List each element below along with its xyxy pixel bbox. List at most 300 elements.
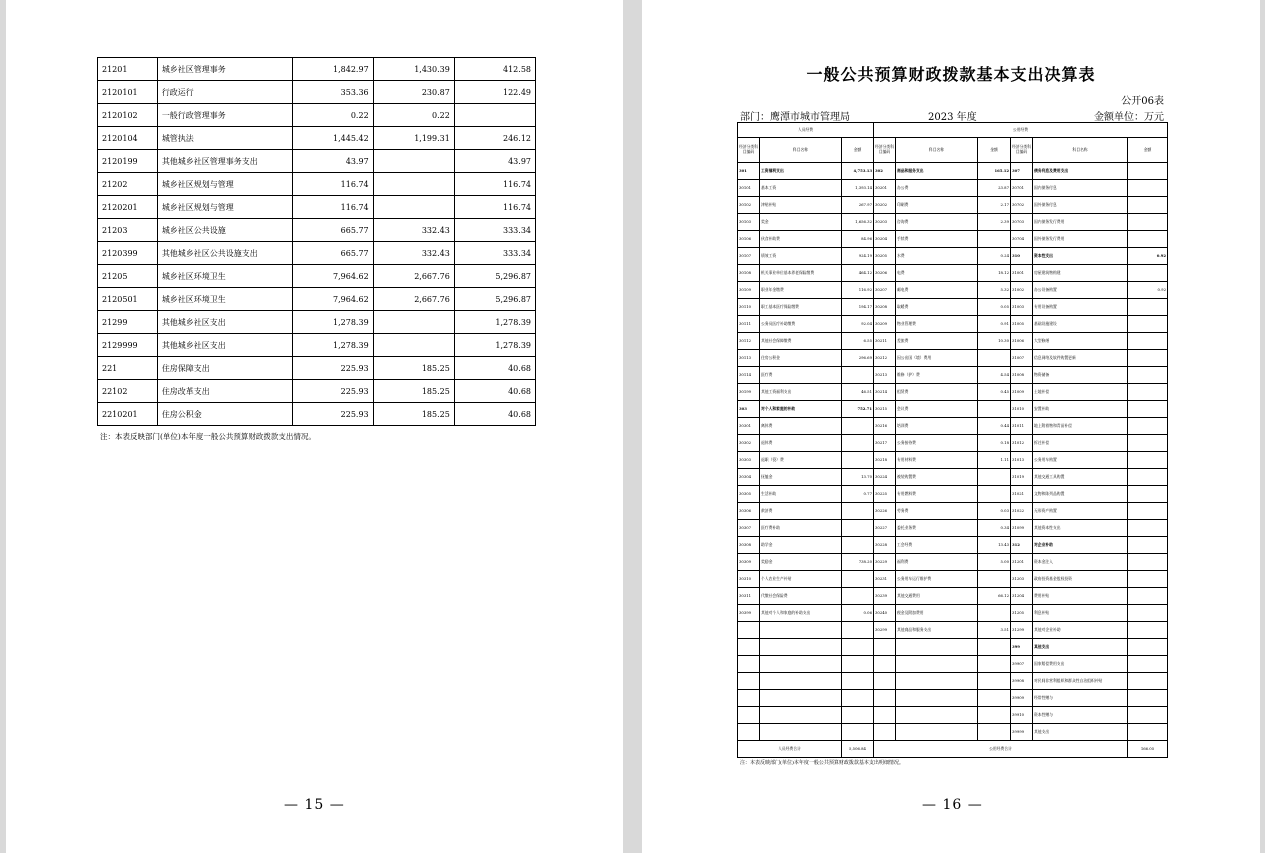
row-code: 21201 <box>98 58 158 81</box>
row-basic <box>373 150 454 173</box>
col-header-code: 经济分类科目编码 <box>1011 138 1033 163</box>
row-basic: 332.43 <box>373 219 454 242</box>
public-amount: 0.03 <box>978 503 1011 520</box>
public2-code: 31021 <box>1011 486 1033 503</box>
personnel-code <box>738 690 760 707</box>
public-name <box>896 656 978 673</box>
personnel-amount: 924.19 <box>842 248 874 265</box>
row-basic <box>373 173 454 196</box>
public-amount: 5.00 <box>978 554 1011 571</box>
fiscal-year: 2023 年度 <box>928 112 977 123</box>
public-name: 公务接待费 <box>896 435 978 452</box>
row-code: 21203 <box>98 219 158 242</box>
personnel-amount: 84.96 <box>842 231 874 248</box>
row-project: 412.58 <box>454 58 535 81</box>
public2-name: 物资储备 <box>1033 367 1128 384</box>
table-row <box>738 690 1168 707</box>
row-name: 行政运行 <box>157 81 292 104</box>
public-name <box>896 724 978 741</box>
personnel-amount <box>842 571 874 588</box>
public2-code: 312 <box>1011 537 1033 554</box>
row-name: 城乡社区环境卫生 <box>157 265 292 288</box>
public2-name: 拆迁补偿 <box>1033 435 1128 452</box>
public2-amount <box>1128 367 1168 384</box>
table-row <box>98 242 536 265</box>
row-basic: 1,430.39 <box>373 58 454 81</box>
public-code: 30202 <box>874 197 896 214</box>
table-row <box>738 333 1168 350</box>
public2-name: 其他支出 <box>1033 724 1128 741</box>
public2-name: 信息网络及软件购置更新 <box>1033 350 1128 367</box>
row-code: 22102 <box>98 380 158 403</box>
public2-name: 基础设施建设 <box>1033 316 1128 333</box>
personnel-amount: 464.12 <box>842 265 874 282</box>
row-project: 116.74 <box>454 173 535 196</box>
personnel-code: 30103 <box>738 214 760 231</box>
table-row <box>738 282 1168 299</box>
public2-amount <box>1128 197 1168 214</box>
personnel-name: 救济费 <box>760 503 842 520</box>
public2-name: 房屋建筑物购建 <box>1033 265 1128 282</box>
personnel-code <box>738 707 760 724</box>
personnel-amount: 46.51 <box>842 384 874 401</box>
document-page-16 <box>642 0 1260 853</box>
table-row <box>738 248 1168 265</box>
public-code: 30208 <box>874 299 896 316</box>
public-amount: 10.30 <box>978 333 1011 350</box>
public-amount: 0.18 <box>978 435 1011 452</box>
public2-amount <box>1128 605 1168 622</box>
personnel-amount <box>842 452 874 469</box>
personnel-name: 抚恤金 <box>760 469 842 486</box>
col-header-name: 科目名称 <box>760 138 842 163</box>
public2-amount <box>1128 571 1168 588</box>
personnel-amount <box>842 537 874 554</box>
public2-amount <box>1128 333 1168 350</box>
public2-amount <box>1128 707 1168 724</box>
public-amount <box>978 401 1011 418</box>
public-amount: 0.05 <box>978 299 1011 316</box>
public-code: 30213 <box>874 367 896 384</box>
public2-code: 31203 <box>1011 571 1033 588</box>
public-amount <box>978 571 1011 588</box>
document-page-15 <box>6 0 623 853</box>
personnel-name: 退休费 <box>760 435 842 452</box>
row-name: 住房保障支出 <box>157 357 292 380</box>
public2-code: 30703 <box>1011 214 1033 231</box>
public2-name: 国内债务付息 <box>1033 180 1128 197</box>
row-basic: 1,199.31 <box>373 127 454 150</box>
row-basic <box>373 196 454 219</box>
personnel-amount <box>842 639 874 656</box>
public-code: 30204 <box>874 231 896 248</box>
public-name: 福利费 <box>896 554 978 571</box>
public2-name: 办公设备购置 <box>1033 282 1128 299</box>
table-row <box>98 334 536 357</box>
row-basic <box>373 311 454 334</box>
table-row <box>738 673 1168 690</box>
public-code: 30228 <box>874 537 896 554</box>
public2-code: 31001 <box>1011 265 1033 282</box>
row-total: 353.36 <box>292 81 373 104</box>
personnel-name: 工资福利支出 <box>760 163 842 180</box>
personnel-code: 303 <box>738 401 760 418</box>
row-total: 225.93 <box>292 380 373 403</box>
public-name: 公务用车运行维护费 <box>896 571 978 588</box>
row-total: 0.22 <box>292 104 373 127</box>
row-code: 21205 <box>98 265 158 288</box>
public-code: 30201 <box>874 180 896 197</box>
personnel-name: 职工基本医疗保险缴费 <box>760 299 842 316</box>
public2-amount <box>1128 554 1168 571</box>
row-total: 7,964.62 <box>292 288 373 311</box>
public2-name: 其他支出 <box>1033 639 1128 656</box>
public2-amount <box>1128 469 1168 486</box>
public2-code: 31205 <box>1011 605 1033 622</box>
public-name: 专用燃料费 <box>896 486 978 503</box>
public-code: 302 <box>874 163 896 180</box>
public-code <box>874 656 896 673</box>
personnel-name: 离休费 <box>760 418 842 435</box>
table-row <box>738 299 1168 316</box>
public-amount: 18.12 <box>978 265 1011 282</box>
personnel-amount: 0.77 <box>842 486 874 503</box>
public2-name: 资本性赠与 <box>1033 707 1128 724</box>
page-title: 一般公共预算财政拨款基本支出决算表 <box>806 65 1096 84</box>
public-amount: 0.44 <box>978 418 1011 435</box>
personnel-amount <box>842 588 874 605</box>
row-total: 225.93 <box>292 357 373 380</box>
public-name: 差旅费 <box>896 333 978 350</box>
public-amount: 23.87 <box>978 180 1011 197</box>
public-amount <box>978 707 1011 724</box>
personnel-amount: 1,656.32 <box>842 214 874 231</box>
personnel-code: 30307 <box>738 520 760 537</box>
personnel-code <box>738 724 760 741</box>
row-project: 40.68 <box>454 403 535 426</box>
row-code: 2120399 <box>98 242 158 265</box>
personnel-amount: 6.55 <box>842 333 874 350</box>
table-row <box>738 605 1168 622</box>
personnel-code: 30301 <box>738 418 760 435</box>
public2-name: 公务用车购置 <box>1033 452 1128 469</box>
personnel-name: 退职（役）费 <box>760 452 842 469</box>
public-name: 维修（护）费 <box>896 367 978 384</box>
public2-name: 其他资本性支出 <box>1033 520 1128 537</box>
public2-name: 费用补贴 <box>1033 588 1128 605</box>
personnel-amount: 738.20 <box>842 554 874 571</box>
row-total: 1,278.39 <box>292 311 373 334</box>
public2-amount <box>1128 418 1168 435</box>
personnel-code: 30107 <box>738 248 760 265</box>
public-name: 会议费 <box>896 401 978 418</box>
public-name <box>896 673 978 690</box>
public2-amount <box>1128 214 1168 231</box>
public2-code: 307 <box>1011 163 1033 180</box>
row-project: 246.12 <box>454 127 535 150</box>
public2-amount <box>1128 384 1168 401</box>
table-row <box>738 163 1168 180</box>
public2-amount: 0.92 <box>1128 282 1168 299</box>
personnel-code: 30106 <box>738 231 760 248</box>
public-amount <box>978 724 1011 741</box>
table-row <box>738 724 1168 741</box>
personnel-code: 30112 <box>738 333 760 350</box>
public-name: 工会经费 <box>896 537 978 554</box>
personnel-code: 30399 <box>738 605 760 622</box>
row-project: 43.97 <box>454 150 535 173</box>
table-row <box>738 707 1168 724</box>
public-name: 委托业务费 <box>896 520 978 537</box>
public2-code: 31022 <box>1011 503 1033 520</box>
public-code: 30217 <box>874 435 896 452</box>
row-basic: 185.25 <box>373 403 454 426</box>
row-basic <box>373 334 454 357</box>
public-amount: 0.34 <box>978 520 1011 537</box>
row-code: 2120102 <box>98 104 158 127</box>
public2-code: 31006 <box>1011 333 1033 350</box>
personnel-amount: 4,753.13 <box>842 163 874 180</box>
personnel-code <box>738 639 760 656</box>
public2-name: 国外债务发行费用 <box>1033 231 1128 248</box>
row-name: 城乡社区管理事务 <box>157 58 292 81</box>
row-code: 21299 <box>98 311 158 334</box>
public2-amount <box>1128 299 1168 316</box>
row-project <box>454 104 535 127</box>
table-row <box>738 588 1168 605</box>
public2-amount <box>1128 622 1168 639</box>
table-row <box>738 384 1168 401</box>
row-name: 城管执法 <box>157 127 292 150</box>
row-total: 116.74 <box>292 173 373 196</box>
page-number: — 15 — <box>284 797 345 813</box>
public-code: 30212 <box>874 350 896 367</box>
personnel-amount: 194.17 <box>842 299 874 316</box>
row-total: 116.74 <box>292 196 373 219</box>
row-project: 5,296.87 <box>454 265 535 288</box>
personnel-code: 30113 <box>738 350 760 367</box>
personnel-code: 30311 <box>738 588 760 605</box>
col-header-code: 经济分类科目编码 <box>738 138 760 163</box>
personnel-name: 公务员医疗补助缴费 <box>760 316 842 333</box>
public2-code: 31012 <box>1011 435 1033 452</box>
personnel-amount: 92.04 <box>842 316 874 333</box>
row-project: 5,296.87 <box>454 288 535 311</box>
public2-code: 39909 <box>1011 690 1033 707</box>
table-row <box>98 127 536 150</box>
personnel-name: 伙食补助费 <box>760 231 842 248</box>
row-project: 1,278.39 <box>454 311 535 334</box>
public-code: 30207 <box>874 282 896 299</box>
personnel-code: 30108 <box>738 265 760 282</box>
public-amount: 1.11 <box>978 452 1011 469</box>
table-row <box>98 288 536 311</box>
public-amount: 2.17 <box>978 197 1011 214</box>
table-row <box>738 571 1168 588</box>
row-name: 一般行政管理事务 <box>157 104 292 127</box>
personnel-code: 301 <box>738 163 760 180</box>
public2-code: 31009 <box>1011 384 1033 401</box>
public2-code: 30701 <box>1011 180 1033 197</box>
public2-code: 31005 <box>1011 316 1033 333</box>
public-code: 30205 <box>874 248 896 265</box>
row-name: 住房公积金 <box>157 403 292 426</box>
public2-code: 31010 <box>1011 401 1033 418</box>
row-total: 665.77 <box>292 242 373 265</box>
row-name: 其他城乡社区管理事务支出 <box>157 150 292 173</box>
public-name: 租赁费 <box>896 384 978 401</box>
row-total: 1,445.42 <box>292 127 373 150</box>
public2-name: 资本性支出 <box>1033 248 1128 265</box>
personnel-amount <box>842 707 874 724</box>
public2-code: 31007 <box>1011 350 1033 367</box>
public2-name: 专用设备购置 <box>1033 299 1128 316</box>
personnel-name <box>760 656 842 673</box>
public-amount: 3.51 <box>978 622 1011 639</box>
table-row <box>98 196 536 219</box>
public2-amount <box>1128 639 1168 656</box>
public2-amount <box>1128 656 1168 673</box>
row-project: 333.34 <box>454 242 535 265</box>
public2-amount: 0.92 <box>1128 248 1168 265</box>
public2-amount <box>1128 486 1168 503</box>
basic-expenditure-table <box>737 122 1168 758</box>
table-row <box>738 197 1168 214</box>
personnel-name <box>760 690 842 707</box>
public2-code: 31099 <box>1011 520 1033 537</box>
personnel-amount: 296.69 <box>842 350 874 367</box>
row-name: 其他城乡社区支出 <box>157 334 292 357</box>
public2-code: 31019 <box>1011 469 1033 486</box>
personnel-amount <box>842 418 874 435</box>
public-code <box>874 724 896 741</box>
total-personnel-label: 人员经费合计 <box>738 741 842 758</box>
table-row <box>738 520 1168 537</box>
table-row <box>98 265 536 288</box>
personnel-code: 30114 <box>738 367 760 384</box>
public-code: 30299 <box>874 622 896 639</box>
public-name: 商品和服务支出 <box>896 163 978 180</box>
public2-code: 31011 <box>1011 418 1033 435</box>
amount-unit: 金额单位：万元 <box>1094 112 1164 123</box>
personnel-name: 其他对个人和家庭的补助支出 <box>760 605 842 622</box>
personnel-name: 职业年金缴费 <box>760 282 842 299</box>
row-code: 2129999 <box>98 334 158 357</box>
row-name: 其他城乡社区支出 <box>157 311 292 334</box>
public2-amount <box>1128 180 1168 197</box>
personnel-amount <box>842 503 874 520</box>
row-project: 40.68 <box>454 380 535 403</box>
table-row <box>738 214 1168 231</box>
public-name: 物业管理费 <box>896 316 978 333</box>
table-row <box>738 503 1168 520</box>
public-amount <box>978 231 1011 248</box>
public-amount <box>978 639 1011 656</box>
personnel-amount: 1,393.14 <box>842 180 874 197</box>
personnel-amount: 116.92 <box>842 282 874 299</box>
public2-amount <box>1128 163 1168 180</box>
public2-name: 国外债务付息 <box>1033 197 1128 214</box>
public2-code: 31003 <box>1011 299 1033 316</box>
public-code: 30229 <box>874 554 896 571</box>
personnel-name: 医疗费补助 <box>760 520 842 537</box>
public-code: 30206 <box>874 265 896 282</box>
row-project: 116.74 <box>454 196 535 219</box>
public-code: 30224 <box>874 469 896 486</box>
personnel-name: 其他社会保障缴费 <box>760 333 842 350</box>
public2-code: 30702 <box>1011 197 1033 214</box>
col-header-amount: 金额 <box>1128 138 1168 163</box>
public2-name: 地上附着物和青苗补偿 <box>1033 418 1128 435</box>
public2-name: 债务利息及费用支出 <box>1033 163 1128 180</box>
row-name: 其他城乡社区公共设施支出 <box>157 242 292 265</box>
public2-name: 大型修缮 <box>1033 333 1128 350</box>
public-code: 30218 <box>874 452 896 469</box>
public-name: 其他商品和服务支出 <box>896 622 978 639</box>
row-code: 2120501 <box>98 288 158 311</box>
public2-name: 对民间非营利组织和群众性自治组织补贴 <box>1033 673 1128 690</box>
public-amount: 66.12 <box>978 588 1011 605</box>
row-code: 21202 <box>98 173 158 196</box>
public2-amount <box>1128 690 1168 707</box>
personnel-amount <box>842 724 874 741</box>
total-personnel-value: 5,506.84 <box>842 741 874 758</box>
public-name <box>896 690 978 707</box>
public2-amount <box>1128 435 1168 452</box>
public-amount <box>978 605 1011 622</box>
public-name: 劳务费 <box>896 503 978 520</box>
public2-name: 土地补偿 <box>1033 384 1128 401</box>
row-total: 43.97 <box>292 150 373 173</box>
public-amount <box>978 656 1011 673</box>
personnel-name: 对个人和家庭的补助 <box>760 401 842 418</box>
table-row <box>738 469 1168 486</box>
row-name: 住房改革支出 <box>157 380 292 403</box>
row-project: 122.49 <box>454 81 535 104</box>
public2-amount <box>1128 520 1168 537</box>
public2-code: 39999 <box>1011 724 1033 741</box>
page-number: — 16 — <box>922 797 983 813</box>
row-basic: 185.25 <box>373 380 454 403</box>
table-row <box>738 656 1168 673</box>
personnel-code: 30111 <box>738 316 760 333</box>
total-public-label: 公用经费合计 <box>874 741 1128 758</box>
public-code: 30227 <box>874 520 896 537</box>
public2-amount <box>1128 537 1168 554</box>
table-row <box>738 401 1168 418</box>
public-name: 专用材料费 <box>896 452 978 469</box>
public2-name: 其他交通工具购置 <box>1033 469 1128 486</box>
table-row <box>738 554 1168 571</box>
row-name: 城乡社区环境卫生 <box>157 288 292 311</box>
personnel-name: 其他工资福利支出 <box>760 384 842 401</box>
public-amount: 4.54 <box>978 367 1011 384</box>
personnel-amount <box>842 690 874 707</box>
public-code: 30211 <box>874 333 896 350</box>
personnel-amount <box>842 656 874 673</box>
public-code: 30214 <box>874 384 896 401</box>
personnel-name: 绩效工资 <box>760 248 842 265</box>
public-code <box>874 707 896 724</box>
public2-code: 31201 <box>1011 554 1033 571</box>
row-total: 225.93 <box>292 403 373 426</box>
row-basic: 230.87 <box>373 81 454 104</box>
personnel-name: 代缴社会保险费 <box>760 588 842 605</box>
public-amount <box>978 690 1011 707</box>
row-total: 665.77 <box>292 219 373 242</box>
table-row <box>98 380 536 403</box>
public2-code: 310 <box>1011 248 1033 265</box>
